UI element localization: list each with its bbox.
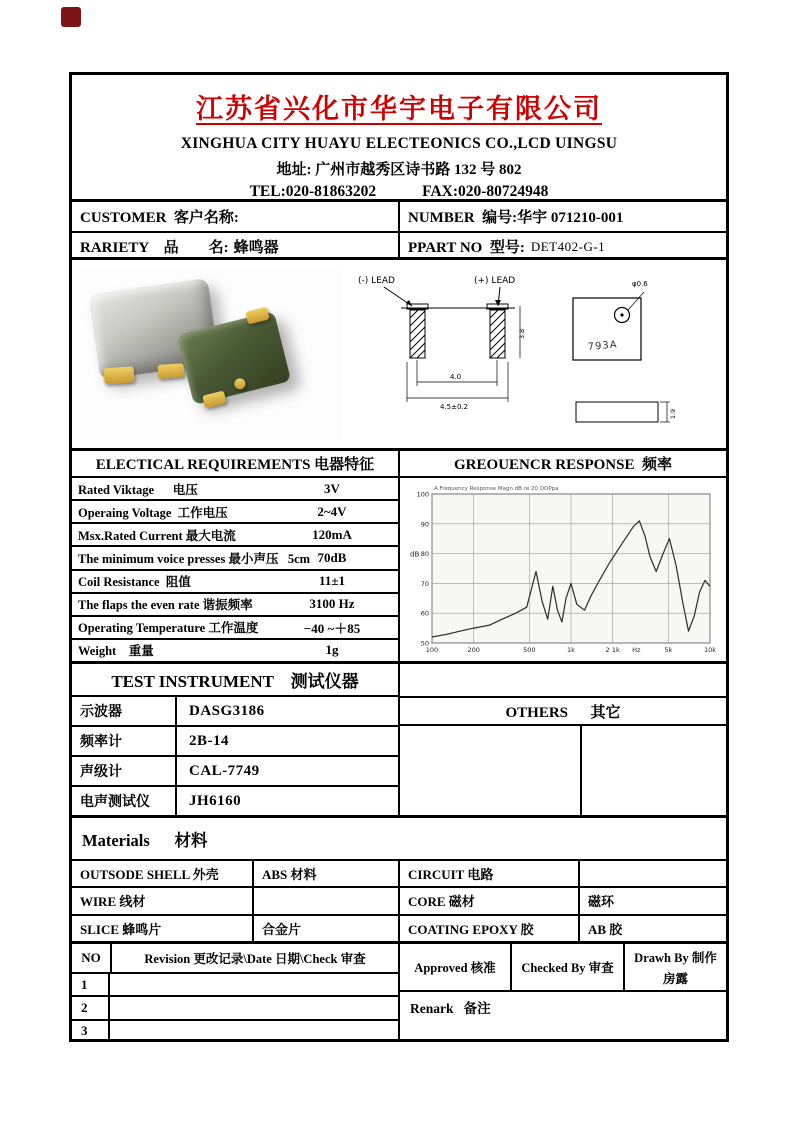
instrument-label: 声级计 <box>80 765 122 780</box>
spec-label: The minimum voice presses 最小声压 5cm <box>78 551 311 566</box>
approved-header: Approved 核准 <box>414 961 496 975</box>
spec-value: 2~4V <box>317 503 347 519</box>
dim-height: 3.8 <box>518 328 526 340</box>
svg-text:Hz: Hz <box>632 646 641 654</box>
approval-block <box>398 944 726 1039</box>
svg-text:10k: 10k <box>703 646 717 654</box>
instrument-label: 频率计 <box>80 735 122 750</box>
table-row <box>72 592 398 615</box>
spec-label: Operaing Voltage 工作电压 <box>78 505 228 520</box>
revision-no: 1 <box>72 974 110 995</box>
revision-entry-empty <box>110 997 398 1018</box>
svg-text:A Frequency Response Magn dB r: A Frequency Response Magn dB re 20 OOPpa <box>434 486 559 492</box>
dim-inner: 4.0 <box>450 373 462 381</box>
buzzer-gold-pad <box>104 366 135 384</box>
table-row <box>72 755 398 785</box>
revision-entry-empty <box>110 974 398 995</box>
revision-section <box>72 941 726 1039</box>
variety-cell <box>72 233 398 260</box>
instrument-label: 电声测试仪 <box>80 795 150 810</box>
table-row <box>72 569 398 592</box>
profile-view <box>576 402 670 422</box>
spec-value: 3100 Hz <box>309 596 355 612</box>
customer-label: CUSTOMER 客户名称: <box>80 210 239 226</box>
material-cell: WIRE 线材 <box>80 894 146 910</box>
instrument-label: 示波器 <box>80 705 122 720</box>
material-cell: CORE 磁材 <box>398 888 578 913</box>
frequency-response-cell <box>398 478 726 661</box>
spec-label: Coil Resistance 阻值 <box>78 575 191 590</box>
checked-header: Checked By 审查 <box>510 944 623 990</box>
material-cell: OUTSODE SHELL 外壳 <box>80 867 219 883</box>
variety-value: 蜂鸣器 <box>233 240 279 256</box>
svg-text:80: 80 <box>420 550 429 559</box>
revision-no-header: NO <box>81 950 101 965</box>
svg-text:90: 90 <box>420 520 429 529</box>
info-row-1 <box>72 202 726 231</box>
test-instrument-title: TEST INSTRUMENT 测试仪器 <box>72 661 398 695</box>
variety-label: RARIETY 品 名: <box>80 240 229 256</box>
svg-text:200: 200 <box>467 646 480 654</box>
spec-label: Weight 重量 <box>78 644 154 659</box>
svg-text:2 1k: 2 1k <box>605 646 620 654</box>
buzzer-gold-pad <box>158 363 185 379</box>
spec-value: 11±1 <box>319 573 345 589</box>
revision-log <box>72 944 398 1039</box>
material-cell: AB 胶 <box>578 916 726 941</box>
table-row <box>72 638 398 661</box>
table-row <box>72 972 398 995</box>
instrument-value: CAL-7749 <box>175 757 398 785</box>
electrical-title: ELECTICAL REQUIREMENTS 电器特征 <box>95 457 375 473</box>
customer-cell <box>72 202 398 231</box>
revision-no: 3 <box>72 1021 110 1042</box>
material-cell: COATING EPOXY 胶 <box>398 916 578 941</box>
frequency-response-chart <box>406 481 720 660</box>
materials-table <box>72 859 726 941</box>
part-no-label: PPART NO 型号: <box>408 240 525 256</box>
info-row-2 <box>72 231 726 260</box>
neg-lead-label: (-) LEAD <box>358 276 395 286</box>
material-cell: SLICE 蜂鸣片 <box>80 921 162 937</box>
number-value: 华宇 071210-001 <box>517 210 624 226</box>
company-tel: TEL:020-81863202 <box>249 183 377 200</box>
response-title: GREOUENCR RESPONSE 频率 <box>398 451 726 476</box>
table-row <box>72 725 398 755</box>
remark-label: Renark 备注 <box>400 990 726 1039</box>
svg-text:dB: dB <box>410 550 420 559</box>
instrument-value: JH6160 <box>175 787 398 815</box>
spec-value: 70dB <box>317 549 347 565</box>
company-address: 地址: 广州市越秀区诗书路 132 号 802 <box>276 162 522 178</box>
part-no-value: DET402-G-1 <box>530 238 606 254</box>
buzzer-gold-tab <box>245 307 269 325</box>
dim-outer: 4.5±0.2 <box>440 403 469 411</box>
revision-no: 2 <box>72 997 110 1018</box>
svg-text:100: 100 <box>425 646 439 654</box>
instrument-value: 2B-14 <box>175 727 398 755</box>
test-instrument-table <box>72 695 398 815</box>
dim-hole: φ0.6 <box>632 280 648 288</box>
drawn-header: Drawh By 制作 <box>634 950 717 965</box>
table-row <box>72 785 398 815</box>
marking-text: 793A <box>587 339 619 353</box>
svg-text:5k: 5k <box>664 646 673 654</box>
material-cell <box>252 888 398 913</box>
table-row <box>72 545 398 568</box>
revision-entry-empty <box>110 1021 398 1042</box>
spec-value: 120mA <box>312 526 352 542</box>
table-row <box>72 499 398 522</box>
others-title: OTHERS 其它 <box>398 696 726 724</box>
svg-text:500: 500 <box>523 646 536 654</box>
instrument-value: DASG3186 <box>175 697 398 725</box>
table-row <box>72 478 398 499</box>
buzzer-gold-tab <box>202 390 226 408</box>
electrical-table <box>72 478 398 661</box>
table-row <box>72 522 398 545</box>
right-spacer <box>398 661 726 696</box>
material-cell: 合金片 <box>252 916 398 941</box>
table-row <box>72 615 398 638</box>
company-name-cn: 江苏省兴化市华宇电子有限公司 <box>196 94 602 124</box>
spec-value: 1g <box>325 642 339 658</box>
svg-text:70: 70 <box>420 579 429 588</box>
dim-thickness: 1.9 <box>669 408 677 420</box>
table-row <box>72 1019 398 1042</box>
table-row <box>72 995 398 1018</box>
product-media-section <box>72 257 726 448</box>
svg-text:1k: 1k <box>567 646 575 654</box>
revision-header-row <box>72 944 398 972</box>
approval-header-row <box>400 944 726 990</box>
table-row <box>72 697 398 725</box>
number-cell <box>398 202 726 231</box>
material-cell: CIRCUIT 电路 <box>398 861 578 886</box>
company-fax: FAX:020-80724948 <box>422 183 549 200</box>
spec-value: −40 ~＋85 <box>303 620 361 636</box>
drawn-cell <box>623 944 726 990</box>
spec-label: Operating Temperature 工作温度 <box>78 621 259 636</box>
side-view <box>401 304 515 358</box>
material-cell: 磁环 <box>578 888 726 913</box>
technical-drawing <box>348 270 724 445</box>
page-corner-mark <box>61 7 81 27</box>
svg-text:60: 60 <box>420 609 429 618</box>
spec-value: 3V <box>324 480 340 496</box>
order-info-table <box>72 199 726 257</box>
material-cell: ABS 材料 <box>252 861 398 886</box>
product-photos <box>80 268 342 440</box>
table-row <box>72 861 726 886</box>
spec-label: Rated Viktage 电压 <box>78 482 198 497</box>
buzzer-gold-contact <box>233 377 246 390</box>
section-title-row <box>72 448 726 476</box>
part-no-cell <box>398 233 726 260</box>
table-row <box>72 914 726 941</box>
spec-label: Msx.Rated Current 最大电流 <box>78 528 236 543</box>
datasheet-frame <box>69 72 729 1042</box>
materials-title: Materials 材料 <box>72 815 726 859</box>
material-cell <box>578 861 726 886</box>
svg-text:50: 50 <box>420 639 429 648</box>
spec-label: The flaps the even rate 谐振频率 <box>78 598 253 613</box>
others-divider <box>580 726 582 815</box>
svg-text:100: 100 <box>416 490 429 499</box>
revision-log-header: Revision 更改记录\Date 日期\Check 审查 <box>110 944 398 972</box>
electrical-and-chart <box>72 476 726 661</box>
company-name-en: XINGHUA CITY HUAYU ELECTEONICS CO.,LCD UINGSU <box>180 135 618 152</box>
table-row <box>72 886 726 913</box>
others-box <box>398 724 726 815</box>
pos-lead-label: (+) LEAD <box>474 276 516 286</box>
number-label: NUMBER 编号: <box>408 210 518 226</box>
company-header <box>72 75 726 199</box>
drawn-name: 房露 <box>662 971 688 986</box>
